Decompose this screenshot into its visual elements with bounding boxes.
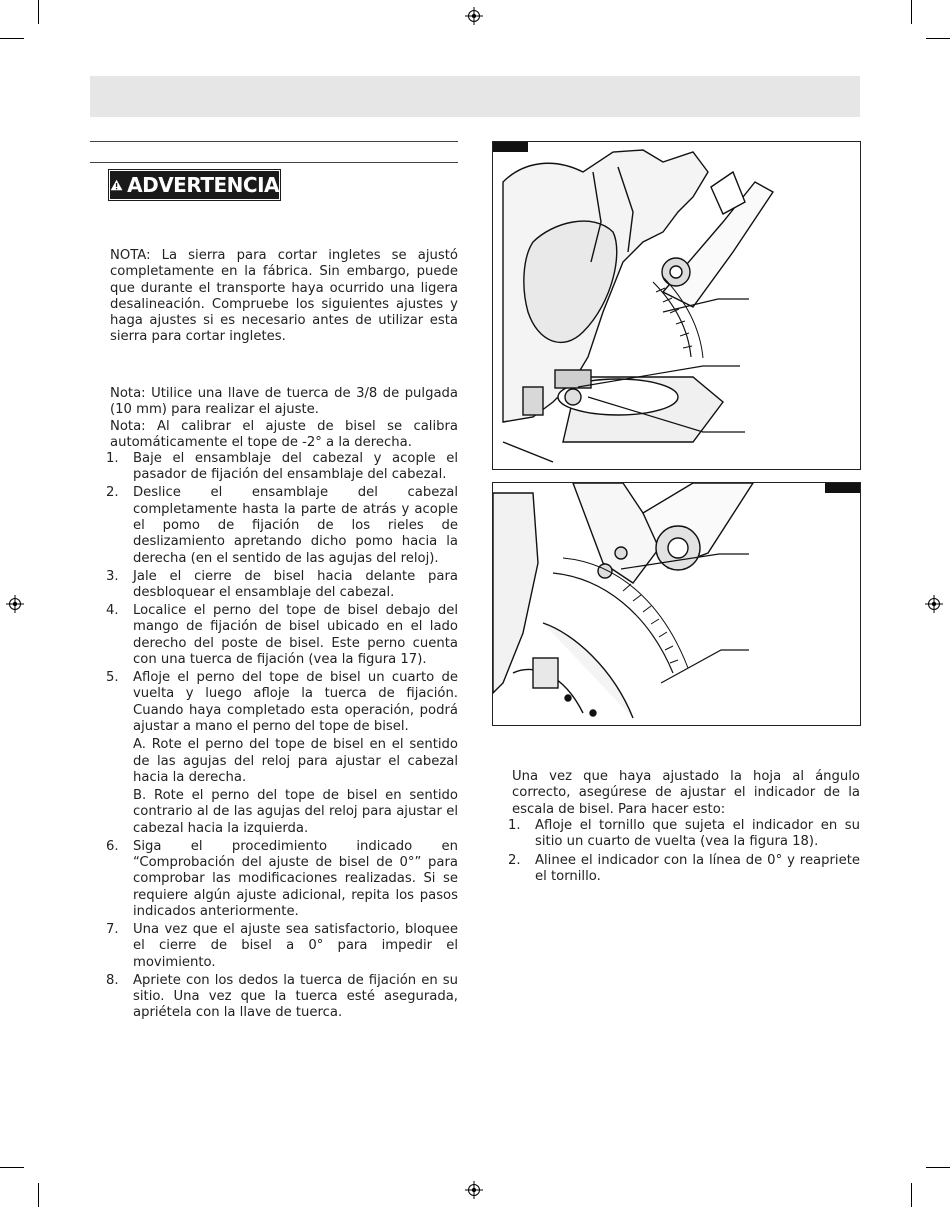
list-item: 2. Alinee el indicador con la línea de 0° y reapriete el tornillo.: [508, 852, 860, 884]
registration-mark-icon: [925, 595, 943, 613]
list-item: 2. Deslice el ensamblaje del cabezal completamente hasta la parte de atrás y acople el pomo de fijación de los rieles de deslizamiento apretando dicho pomo hacia la derecha (en el sentido de las agujas del reloj).: [106, 485, 458, 566]
indicator-steps: [508, 818, 860, 887]
crop-mark: [0, 1167, 24, 1168]
sub-step-a: A. Rote el perno del tope de bisel en el sentido de las agujas del reloj para ajustar el cabezal hacia la derecha.: [133, 737, 458, 785]
miter-saw-bevel-stop-illustration: [493, 142, 860, 469]
registration-mark-icon: [465, 1181, 483, 1199]
note-intro: NOTA: La sierra para cortar ingletes se ajustó completamente en la fábrica. Sin embargo, puede que durante el transporte haya ocurrido una ligera desalineación. Compruebe los siguientes ajustes y haga ajustes si es necesario antes de utilizar esta sierra para cortar ingletes.: [110, 248, 458, 345]
crop-mark: [38, 1183, 39, 1207]
crop-mark: [926, 1167, 950, 1168]
registration-mark-icon: [465, 7, 483, 25]
crop-mark: [911, 1183, 912, 1207]
crop-mark: [38, 0, 39, 24]
crop-mark: [926, 38, 950, 39]
list-item: 1. Baje el ensamblaje del cabezal y acople el pasador de fijación del ensamblaje del cabezal.: [106, 451, 458, 483]
crop-mark: [911, 0, 912, 24]
list-item: 5. Afloje el perno del tope de bisel un cuarto de vuelta y luego afloje la tuerca de fijación. Cuando haya completado esta operación, podrá ajustar a mano el perno del tope de bisel.: [106, 670, 458, 734]
list-item: 3. Jale el cierre de bisel hacia delante para desbloquear el ensamblaje del cabezal.: [106, 568, 458, 600]
warning-badge: [110, 171, 279, 199]
note-wrench: Nota: Utilice una llave de tuerca de 3/8 de pulgada (10 mm) para realizar el ajuste.: [110, 386, 458, 418]
figure-18: [492, 482, 861, 726]
list-item: 1. Afloje el tornillo que sujeta el indicador en su sitio un cuarto de vuelta (vea la figura 18).: [508, 818, 860, 850]
indicator-intro: Una vez que haya ajustado la hoja al ángulo correcto, asegúrese de ajustar el indicador de la escala de bisel. Para hacer esto:: [512, 769, 860, 817]
section-rule: [90, 162, 458, 163]
bevel-scale-indicator-illustration: [493, 483, 860, 725]
crop-mark: [0, 38, 24, 39]
list-item: 6. Siga el procedimiento indicado en “Comprobación del ajuste de bisel de 0°” para comprobar las modificaciones realizadas. Si se requiere algún ajuste adicional, repita los pasos indicados anteriormente.: [106, 838, 458, 919]
list-item: 7. Una vez que el ajuste sea satisfactorio, bloquee el cierre de bisel a 0° para impedir el movimiento.: [106, 922, 458, 970]
figure-tab: [825, 483, 860, 493]
header-band: [90, 76, 860, 117]
figure-17: [492, 141, 861, 470]
list-item: 8. Apriete con los dedos la tuerca de fijación en su sitio. Una vez que la tuerca esté asegurada, apriétela con la llave de tuerca.: [106, 972, 458, 1021]
section-rule: [90, 141, 458, 142]
bevel-adjust-steps: [106, 451, 458, 1023]
note-calibration: Nota: Al calibrar el ajuste de bisel se calibra automáticamente el tope de -2° a la derecha.: [110, 419, 458, 451]
list-item: 4. Localice el perno del tope de bisel debajo del mango de fijación de bisel ubicado en el lado derecho del poste de bisel. Este perno cuenta con una tuerca de fijación (vea la figura 17).: [106, 603, 458, 667]
figure-tab: [493, 142, 528, 152]
registration-mark-icon: [6, 595, 24, 613]
warning-label: ADVERTENCIA: [127, 173, 279, 197]
sub-step-b: B. Rote el perno del tope de bisel en sentido contrario al de las agujas del reloj para ajustar el cabezal hacia la izquierda.: [133, 788, 458, 836]
warning-triangle-icon: [110, 176, 123, 194]
